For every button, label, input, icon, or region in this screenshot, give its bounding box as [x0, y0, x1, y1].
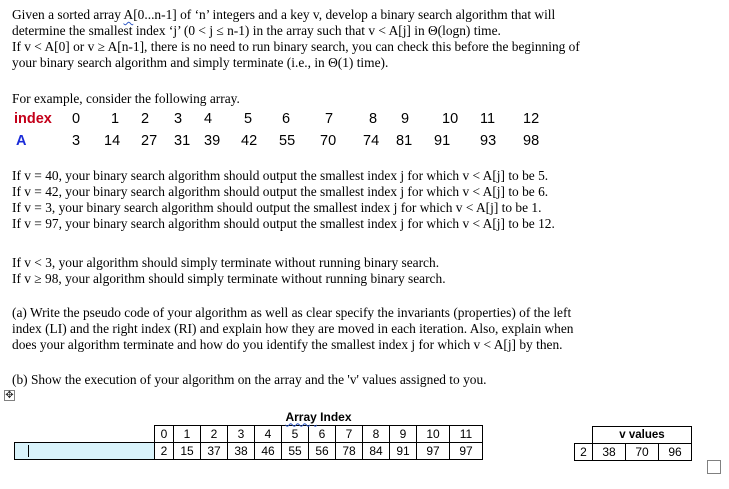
terminate-block	[12, 255, 724, 287]
array-index-cell: 1	[111, 111, 120, 127]
value-cell[interactable]: 2	[155, 443, 174, 460]
value-cell[interactable]: 38	[228, 443, 255, 460]
table-header-row	[15, 409, 483, 426]
array-index-cell: 10	[442, 111, 459, 127]
array-value-cell: 39	[204, 133, 221, 149]
array-index-cell: 2	[141, 111, 150, 127]
index-label: index	[14, 111, 52, 127]
value-cell[interactable]: 97	[417, 443, 450, 460]
intro-line-1	[12, 7, 724, 23]
value-cell[interactable]: 84	[363, 443, 390, 460]
example-line: If v = 3, your binary search algorithm should output the smallest index j for which v < A[j] to be 1.	[12, 200, 542, 215]
v-values-row	[575, 444, 692, 461]
spellcheck-squiggle: A	[123, 7, 134, 22]
array-index-cell: 3	[174, 111, 183, 127]
value-cell[interactable]: 97	[450, 443, 483, 460]
table-index-row	[15, 426, 483, 443]
spacer-cell	[15, 426, 155, 443]
index-cell[interactable]: 7	[336, 426, 363, 443]
index-cell[interactable]: 2	[201, 426, 228, 443]
table-move-handle-icon[interactable]: ✥	[5, 390, 14, 401]
array-value-cell: 93	[480, 133, 497, 149]
terminate-line: If v ≥ 98, your algorithm should simply terminate without running binary search.	[12, 271, 446, 286]
value-cell[interactable]: 78	[336, 443, 363, 460]
array-index-header	[155, 409, 483, 426]
index-cell[interactable]: 6	[309, 426, 336, 443]
array-value-cell: 14	[104, 133, 121, 149]
array-index-header-rest: Index	[316, 409, 352, 424]
value-cell[interactable]: 55	[282, 443, 309, 460]
example-line: If v = 40, your binary search algorithm should output the smallest index j for which v < A[j] to be 5.	[12, 168, 549, 183]
index-cell[interactable]: 3	[228, 426, 255, 443]
part-a-line: index (LI) and the right index (RI) and explain how they are moved in each iteration. Also, explain when	[12, 321, 574, 336]
value-cell[interactable]: 46	[255, 443, 282, 460]
value-cell[interactable]: 56	[309, 443, 336, 460]
example-line: If v = 42, your binary search algorithm should output the smallest index j for which v < A[j] to be 6.	[12, 184, 549, 199]
v-values-header: v values	[593, 427, 692, 444]
array-value-cell: 42	[241, 133, 258, 149]
array-index-cell: 12	[523, 111, 540, 127]
intro-line-3: If v < A[0] or v ≥ A[n-1], there is no need to run binary search, you can check this before the beginning of	[12, 39, 580, 54]
array-value-cell: 81	[396, 133, 413, 149]
array-index-cell: 5	[244, 111, 253, 127]
value-cell[interactable]: 37	[201, 443, 228, 460]
part-a-line: (a) Write the pseudo code of your algorithm as well as clear specify the invariants (properties) of the left	[12, 305, 572, 320]
spacer-cell	[575, 427, 593, 444]
spacer-cell	[15, 409, 155, 426]
v-value-cell[interactable]: 96	[659, 444, 692, 461]
index-cell[interactable]: 5	[282, 426, 309, 443]
array-index-cell: 4	[204, 111, 213, 127]
index-cell[interactable]: 9	[390, 426, 417, 443]
terminate-line: If v < 3, your algorithm should simply terminate without running binary search.	[12, 255, 440, 270]
v-value-cell[interactable]: 70	[626, 444, 659, 461]
index-cell[interactable]: 10	[417, 426, 450, 443]
intro-paragraph	[12, 7, 724, 71]
v-header-row	[575, 427, 692, 444]
array-index-cell: 9	[401, 111, 410, 127]
part-a-block	[12, 305, 724, 353]
array-value-cell: 55	[279, 133, 296, 149]
example-line: If v = 97, your binary search algorithm should output the smallest index j for which v < A[j] to be 12.	[12, 216, 555, 231]
array-index-cell: 11	[480, 111, 496, 127]
v-value-cell[interactable]: 38	[593, 444, 626, 461]
array-value-cell: 31	[174, 133, 191, 149]
index-cell[interactable]: 0	[155, 426, 174, 443]
array-value-cell: 3	[72, 133, 81, 149]
a-label: A	[16, 133, 27, 149]
array-index-cell: 6	[282, 111, 291, 127]
array-value-cell: 91	[434, 133, 451, 149]
intro-line-1-text: Given a sorted array A[0...n-1] of ‘n’ integers and a key v, develop a binary search algorithm that will	[12, 7, 556, 22]
part-b-line: (b) Show the execution of your algorithm on the array and the 'v' values assigned to you.	[12, 372, 487, 387]
table-value-row	[15, 443, 483, 460]
part-a-line: does your algorithm terminate and how do you identify the smallest index j for which v < A[j] by then.	[12, 337, 563, 352]
index-cell[interactable]: 8	[363, 426, 390, 443]
value-cell[interactable]: 15	[174, 443, 201, 460]
index-cell[interactable]: 4	[255, 426, 282, 443]
array-work-table	[14, 409, 483, 460]
resize-handle-icon[interactable]	[707, 460, 721, 474]
examples-block	[12, 168, 724, 232]
array-index-header-word: Array	[285, 409, 317, 424]
example-heading: For example, consider the following array.	[12, 91, 240, 106]
array-value-cell: 27	[141, 133, 158, 149]
array-index-cell: 8	[369, 111, 378, 127]
highlighted-cell[interactable]	[15, 443, 155, 460]
array-value-cell: 98	[523, 133, 540, 149]
value-cell[interactable]: 91	[390, 443, 417, 460]
v-values-table	[574, 426, 692, 461]
intro-line-4: your binary search algorithm and simply terminate (i.e., in Θ(1) time).	[12, 55, 389, 70]
array-index-cell: 0	[72, 111, 81, 127]
v-value-cell[interactable]: 2	[575, 444, 593, 461]
array-value-cell: 70	[320, 133, 337, 149]
intro-line-2: determine the smallest index ‘j’ (0 < j ≤ n-1) in the array such that v < A[j] in Θ(logn) time.	[12, 23, 501, 38]
array-value-cell: 74	[363, 133, 380, 149]
array-index-cell: 7	[325, 111, 334, 127]
index-cell[interactable]: 11	[450, 426, 483, 443]
index-cell[interactable]: 1	[174, 426, 201, 443]
